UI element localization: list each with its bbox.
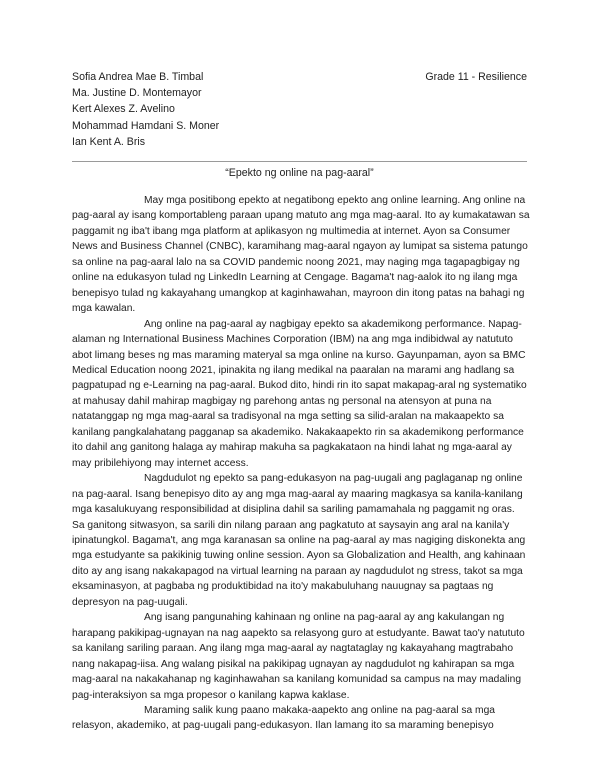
paragraph: Nagdudulot ng epekto sa pang-edukasyon na pag-uugali ang paglaganap ng online na pag-aaral. Isang benepisyo dito ay ang mga mag-aaral ay maaring magkasya sa kanila-kanilang mga kasalukuyang responsibilidad at disiplina dahil sa sariling pamamahala ng paggamit ng oras. Sa ganitong sitwasyon, sa sarili din nilang paraan ang pagkatuto at saysayin ang aral na kanila'y ipinatungkol. Bagama't, ang mga karanasan sa online na pag-aaral ay mas nagiging diskonekta ang mga estudyante sa pakikinig tuwing online session. Ayon sa Globalization and Health, ang kahinaan dito ay ang isang nakakapagod na virtual learning na paraan ay nagdudulot ng stress, takot sa mga eksaminasyon, at pagbaba ng produktibidad na ito'y makabuluhang nauugnay sa pagtaas ng depresyon na pag-uugali. bbox=[72, 473, 526, 608]
author-name: Sofia Andrea Mae B. Timbal bbox=[72, 71, 204, 83]
essay-title: “Epekto ng online na pag-aaral” bbox=[225, 167, 374, 179]
author-name: Kert Alexes Z. Avelino bbox=[72, 103, 175, 116]
author-name: Ian Kent A. Bris bbox=[72, 135, 146, 148]
author-list bbox=[72, 69, 219, 150]
paragraph: Maraming salik kung paano makaka-aapekto ang online na pag-aaral sa mga relasyon, akademiko, at pag-uugali pang-edukasyon. Ilan lamang ito sa maraming benepisyo bbox=[72, 704, 495, 732]
author-name: Mohammad Hamdani S. Moner bbox=[72, 119, 220, 132]
grade-section: Grade 11 - Resilience bbox=[425, 71, 527, 83]
paragraph: May mga positibong epekto at negatibong epekto ang online learning. Ang online na pag-aaral ay isang komportableng paraan upang matuto ang mga mag-aaral. Ito ay kumakatawan sa paggamit ng iba't ibang mga platform at aplikasyon ng multimedia at internet. Ayon sa Consumer News and Business Channel (CNBC), karamihang mag-aaral ngayon ay lumipat sa sistema patungo sa online na pag-aaral lalo na sa COVID pandemic noong 2021, may naging mga tagapagbigay ng online na edukasyon tulad ng LinkedIn Learning at Cengage. Bagama't nag-aalok ito ng ilang mga benepisyo tulad ng kakayahang umangkop at kaginhawahan, mayroon din itong patas na bahagi ng mga kawalan. bbox=[72, 195, 530, 315]
essay-body bbox=[72, 193, 530, 734]
paragraph: Ang online na pag-aaral ay nagbigay epekto sa akademikong performance. Napag-alaman ng International Business Machines Corporation (IBM) na ang mga indibidwal ay natututo abot limang beses ng mas maraming materyal sa mga online na kurso. Gayunpaman, ayon sa BMC Medical Education noong 2021, ipinakita ng ilang medikal na paaralan na marami ang hadlang sa pagpatupad ng e-Learning na pag-aaral. Bukod dito, hindi rin ito sapat makapag-aral ng systematiko at mahusay dahil mahirap magbigay ng parehong antas ng personal na atensyon at puna na natatanggap ng mga mag-aaral sa tradisyonal na mga setting sa silid-aralan na makaapekto sa kanilang pangkalahatang pagganap sa akademiko. Nakakaapekto rin sa akademikong performance ito dahil ang ganitong halaga ay mahirap makuha sa pagkakataon na hindi lahat ng mga-aaral ay may pribilehiyong may internet access. bbox=[72, 318, 527, 469]
paragraph: Ang isang pangunahing kahinaan ng online na pag-aaral ay ang kakulangan ng harapang pakikipag-ugnayan na nag aapekto sa relasyong guro at estudyante. Bawat tao'y natututo sa kanilang sariling paraan. Ang ilang mga mag-aaral ay nagtataglay ng kakayahang magtrabaho nang nakapag-iisa. Ang walang pisikal na pakikipag ugnayan ay nagdudulot ng kahirapan sa mga mag-aaral na nakakahanap ng kaginhawahan sa kanilang komunidad sa campus na may madaling pag-interaksiyon sa mga propesor o kanilang kapwa kaklase. bbox=[72, 612, 525, 701]
author-name: Ma. Justine D. Montemayor bbox=[72, 87, 202, 100]
horizontal-divider bbox=[72, 161, 527, 162]
